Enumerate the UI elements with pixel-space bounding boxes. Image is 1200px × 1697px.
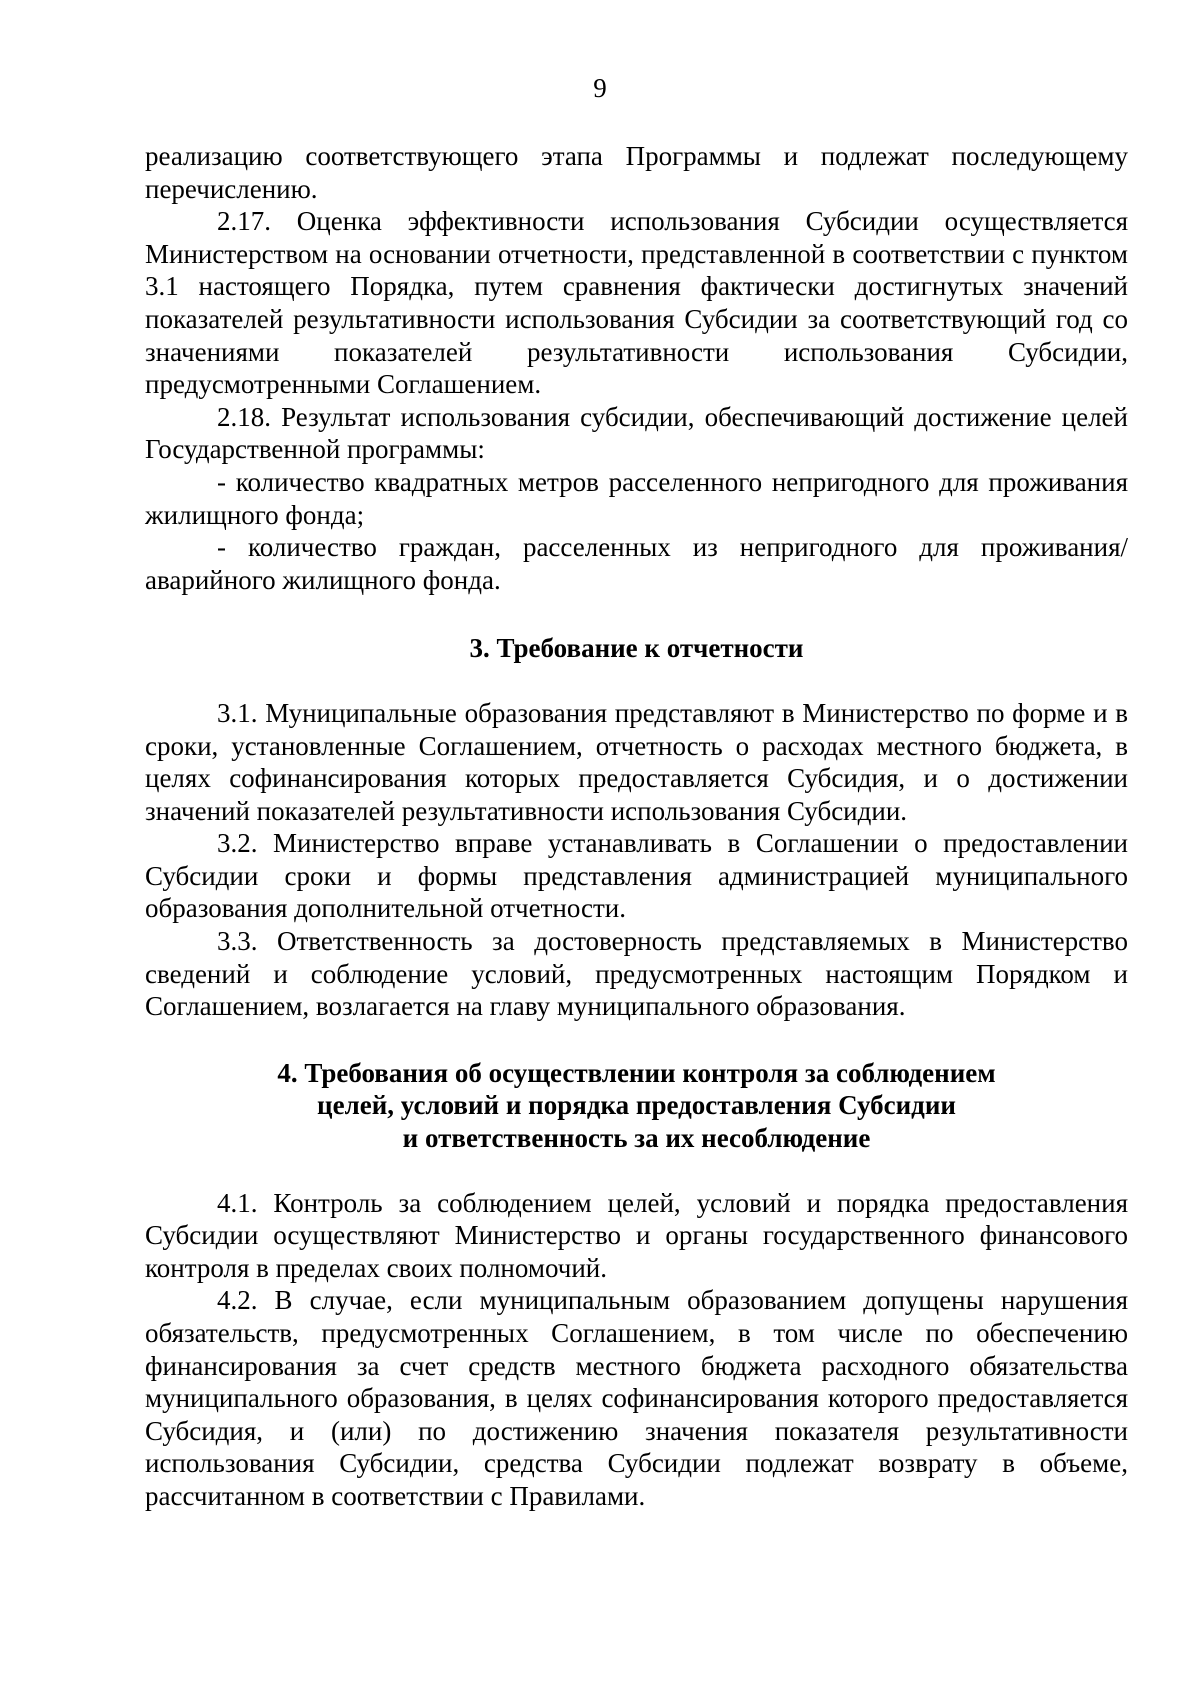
bullet-item-2: - количество граждан, расселенных из непригодного для проживания/аварийного жилищного фонда. <box>145 532 1128 595</box>
page-number: 9 <box>593 73 607 103</box>
paragraph-4-1: 4.1. Контроль за соблюдением целей, условий и порядка предоставления Субсидии осуществляют Министерство и органы государственного финансового контроля в пределах своих полномочий. <box>145 1187 1128 1283</box>
section-4-heading-line-2: целей, условий и порядка предоставления Субсидии <box>317 1090 956 1121</box>
paragraph-continuation: реализацию соответствующего этапа Программы и подлежат последующему перечислению. <box>145 141 1128 204</box>
section-4-heading <box>145 1057 1128 1155</box>
paragraph-3-3: 3.3. Ответственность за достоверность представляемых в Министерство сведений и соблюдение условий, предусмотренных настоящим Порядком и Соглашением, возлагается на главу муниципального образования. <box>145 926 1128 1022</box>
paragraph-3-2: 3.2. Министерство вправе устанавливать в Соглашении о предоставлении Субсидии сроки и формы представления администрацией муниципального образования дополнительной отчетности. <box>145 828 1128 924</box>
bullet-item-1: - количество квадратных метров расселенного непригодного для проживания жилищного фонда; <box>145 466 1128 530</box>
section-4-heading-line-3: и ответственность за их несоблюдение <box>402 1123 871 1154</box>
paragraph-4-2: 4.2. В случае, если муниципальным образованием допущены нарушения обязательств, предусмотренных Соглашением, в том числе по обеспечению финансирования за счет средств местного бюджета расходного обязательства муниципального образования, в целях софинансирования которого предоставляется Субсидия, и (или) по достижению значения показателя результативности использования Субсидии, средства Субсидии подлежат возврату в объеме, рассчитанном в соответствии с Правилами. <box>145 1285 1128 1511</box>
document-body <box>145 140 1128 1513</box>
section-4-heading-line-1: 4. Требования об осуществлении контроля за соблюдением <box>277 1057 996 1088</box>
paragraph-3-1: 3.1. Муниципальные образования представляют в Министерство по форме и в сроки, установленные Соглашением, отчетность о расходах местного бюджета, в целях софинансирования которых предоставляется Субсидия, и о достижении значений показателей результативности использования Субсидии. <box>145 697 1128 826</box>
paragraph-2-17: 2.17. Оценка эффективности использования Субсидии осуществляется Министерством на основании отчетности, представленной в соответствии с пунктом 3.1 настоящего Порядка, путем сравнения фактически достигнутых значений показателей результативности использования Субсидии за соответствующий год со значениями показателей результативности использования Субсидии, предусмотренными Соглашением. <box>145 206 1128 400</box>
section-3-heading: 3. Требование к отчетности <box>469 633 804 664</box>
paragraph-2-18: 2.18. Результат использования субсидии, обеспечивающий достижение целей Государственной программы: <box>145 401 1128 465</box>
